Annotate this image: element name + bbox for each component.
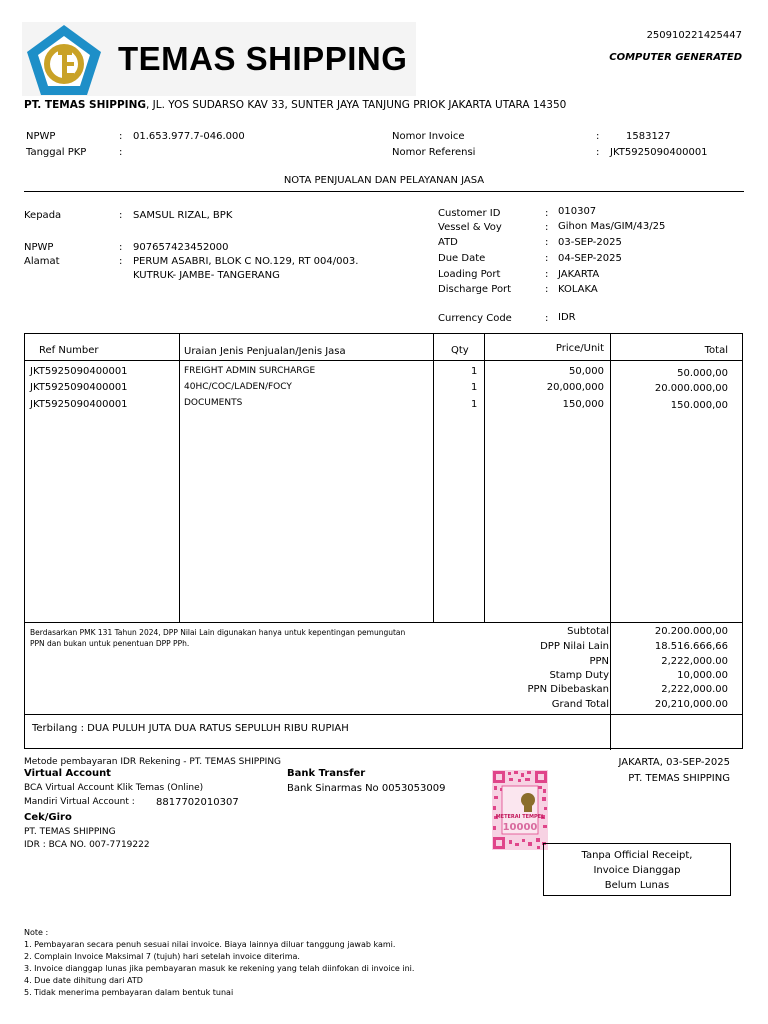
discharge-port-colon: : — [545, 284, 549, 295]
tanggal-pkp-label: Tanggal PKP — [26, 147, 87, 158]
atd-value: 03-SEP-2025 — [558, 237, 622, 248]
notes-section — [24, 927, 414, 999]
row-total: 150.000,00 — [670, 400, 728, 411]
ppn-dibebaskan-value: 2,222,000.00 — [661, 684, 728, 695]
currency-label: Currency Code — [438, 313, 512, 324]
row-ref: JKT5925090400001 — [30, 382, 128, 393]
npwp-value: 01.653.977.7-046.000 — [133, 131, 245, 142]
note-item: 5. Tidak menerima pembayaran dalam bentuk tunai — [24, 988, 234, 997]
bank-transfer-title: Bank Transfer — [287, 768, 366, 779]
loading-port-colon: : — [545, 269, 549, 280]
due-date-label: Due Date — [438, 253, 486, 264]
row-total: 20.000.000,00 — [654, 383, 728, 394]
row-qty: 1 — [471, 382, 478, 393]
grand-total-label: Grand Total — [551, 699, 609, 710]
nomor-invoice-colon: : — [596, 131, 600, 142]
customer-npwp-label: NPWP — [24, 242, 54, 253]
company-logo — [22, 22, 416, 96]
vessel-value: Gihon Mas/GIM/43/25 — [558, 221, 666, 232]
row-desc: DOCUMENTS — [184, 398, 243, 408]
nomor-referensi-label: Nomor Referensi — [392, 147, 476, 158]
vessel-colon: : — [545, 222, 549, 233]
vessel-label: Vessel & Voy — [438, 222, 502, 233]
payment-method: Metode pembayaran IDR Rekening - PT. TEMAS SHIPPING — [24, 757, 282, 767]
row-qty: 1 — [471, 366, 478, 377]
atd-label: ATD — [438, 237, 458, 248]
stamp-label: METERAI TEMPEL — [495, 814, 545, 820]
grand-total-value: 20,210,000.00 — [654, 699, 728, 710]
alamat-line2: KUTRUK- JAMBE- TANGERANG — [133, 270, 280, 281]
currency-colon: : — [545, 313, 549, 324]
virtual-account-title: Virtual Account — [24, 768, 111, 779]
notes-title: Note : — [24, 928, 49, 937]
subtotal-value: 20.200.000,00 — [654, 626, 728, 637]
receipt-line1: Tanpa Official Receipt, — [581, 850, 693, 861]
kepada-label: Kepada — [24, 210, 62, 221]
receipt-line2: Invoice Dianggap — [593, 865, 681, 876]
header-ref-number: Ref Number — [39, 345, 99, 356]
e-meterai-stamp — [492, 770, 548, 850]
signature-place-date: JAKARTA, 03-SEP-2025 — [618, 757, 730, 768]
alamat-colon: : — [119, 256, 123, 267]
customer-id-colon: : — [545, 208, 549, 219]
summary-terbilang-divider — [25, 714, 742, 715]
kepada-colon: : — [119, 210, 123, 221]
cek-idr: IDR : BCA NO. 007-7719222 — [24, 840, 150, 850]
subtotal-label: Subtotal — [567, 626, 609, 637]
pmk-note-line1: Berdasarkan PMK 131 Tahun 2024, DPP Nilai Lain digunakan hanya untuk kepentingan pemungutan — [30, 628, 406, 637]
stamp-value: 10000 — [502, 822, 538, 833]
npwp-colon: : — [119, 131, 123, 142]
pentagon-logo-icon — [24, 22, 104, 98]
title-divider — [24, 191, 744, 192]
header-qty: Qty — [451, 345, 469, 356]
nomor-referensi-colon: : — [596, 147, 600, 158]
discharge-port-value: KOLAKA — [558, 284, 598, 295]
nomor-invoice-label: Nomor Invoice — [392, 131, 465, 142]
pmk-note — [30, 627, 405, 649]
table-row — [0, 382, 768, 398]
loading-port-value: JAKARTA — [558, 269, 600, 280]
table-row — [0, 366, 768, 382]
note-item: 2. Complain Invoice Maksimal 7 (tujuh) hari setelah invoice diterima. — [24, 952, 300, 961]
ppn-dibebaskan-label: PPN Dibebaskan — [527, 684, 609, 695]
row-price: 20,000,000 — [546, 382, 604, 393]
bank-transfer-value: Bank Sinarmas No 0053053009 — [287, 783, 446, 794]
customer-id-value: 010307 — [558, 206, 597, 217]
pmk-note-line2: PPN dan bukan untuk penentuan DPP PPh. — [30, 639, 190, 648]
header-total: Total — [704, 345, 728, 356]
note-item: 4. Due date dihitung dari ATD — [24, 976, 143, 985]
cek-company: PT. TEMAS SHIPPING — [24, 827, 116, 837]
dpp-value: 18.516.666,66 — [654, 641, 728, 652]
npwp-label: NPWP — [26, 131, 56, 142]
cek-giro-title: Cek/Giro — [24, 812, 72, 823]
official-receipt-note — [543, 843, 731, 896]
va-mandiri-value: 8817702010307 — [156, 797, 239, 808]
terbilang-text: Terbilang : DUA PULUH JUTA DUA RATUS SEPULUH RIBU RUPIAH — [32, 723, 349, 734]
note-item: 1. Pembayaran secara penuh sesuai nilai invoice. Biaya lainnya diluar tanggung jawab kami. — [24, 940, 396, 949]
items-summary-divider — [25, 622, 742, 623]
va-mandiri-label: Mandiri Virtual Account : — [24, 797, 135, 807]
alamat-label: Alamat — [24, 256, 60, 267]
atd-colon: : — [545, 237, 549, 248]
row-ref: JKT5925090400001 — [30, 366, 128, 377]
dpp-label: DPP Nilai Lain — [540, 641, 609, 652]
alamat-line1: PERUM ASABRI, BLOK C NO.129, RT 004/003. — [133, 256, 359, 267]
row-desc: FREIGHT ADMIN SURCHARGE — [184, 366, 316, 376]
document-number: 250910221425447 — [646, 30, 742, 41]
ppn-label: PPN — [589, 656, 609, 667]
row-total: 50.000,00 — [677, 368, 728, 379]
nomor-referensi-value: JKT5925090400001 — [610, 147, 708, 158]
tanggal-pkp-colon: : — [119, 147, 123, 158]
kepada-value: SAMSUL RIZAL, BPK — [133, 210, 233, 221]
stamp-duty-value: 10,000.00 — [677, 670, 728, 681]
note-item: 3. Invoice dianggap lunas jika pembayaran masuk ke rekening yang telah diinfokan di invoice ini. — [24, 964, 415, 973]
computer-generated-label: COMPUTER GENERATED — [609, 52, 742, 63]
ppn-value: 2,222,000.00 — [661, 656, 728, 667]
company-address: , JL. YOS SUDARSO KAV 33, SUNTER JAYA TANJUNG PRIOK JAKARTA UTARA 14350 — [146, 99, 567, 111]
row-price: 50,000 — [569, 366, 604, 377]
discharge-port-label: Discharge Port — [438, 284, 512, 295]
nomor-invoice-value: 1583127 — [626, 131, 671, 142]
customer-id-label: Customer ID — [438, 208, 501, 219]
company-address-line — [24, 99, 566, 111]
row-desc: 40HC/COC/LADEN/FOCY — [184, 382, 292, 392]
table-header-divider — [25, 360, 742, 361]
row-price: 150,000 — [562, 399, 604, 410]
va-bca: BCA Virtual Account Klik Temas (Online) — [24, 783, 204, 793]
loading-port-label: Loading Port — [438, 269, 501, 280]
customer-npwp-colon: : — [119, 242, 123, 253]
signature-company: PT. TEMAS SHIPPING — [628, 773, 730, 784]
company-name: PT. TEMAS SHIPPING — [24, 99, 146, 111]
due-date-colon: : — [545, 253, 549, 264]
table-row — [0, 398, 768, 414]
currency-value: IDR — [558, 312, 576, 323]
qr-stamp-icon — [492, 770, 548, 850]
customer-npwp-value: 907657423452000 — [133, 242, 229, 253]
due-date-value: 04-SEP-2025 — [558, 253, 622, 264]
document-title: NOTA PENJUALAN DAN PELAYANAN JASA — [283, 175, 485, 186]
row-ref: JKT5925090400001 — [30, 399, 128, 410]
stamp-duty-label: Stamp Duty — [549, 670, 609, 681]
header-price-unit: Price/Unit — [555, 343, 604, 354]
logo-text: TEMAS SHIPPING — [118, 40, 408, 77]
row-qty: 1 — [471, 399, 478, 410]
header-description: Uraian Jenis Penjualan/Jenis Jasa — [184, 346, 346, 357]
receipt-line3: Belum Lunas — [604, 880, 670, 891]
